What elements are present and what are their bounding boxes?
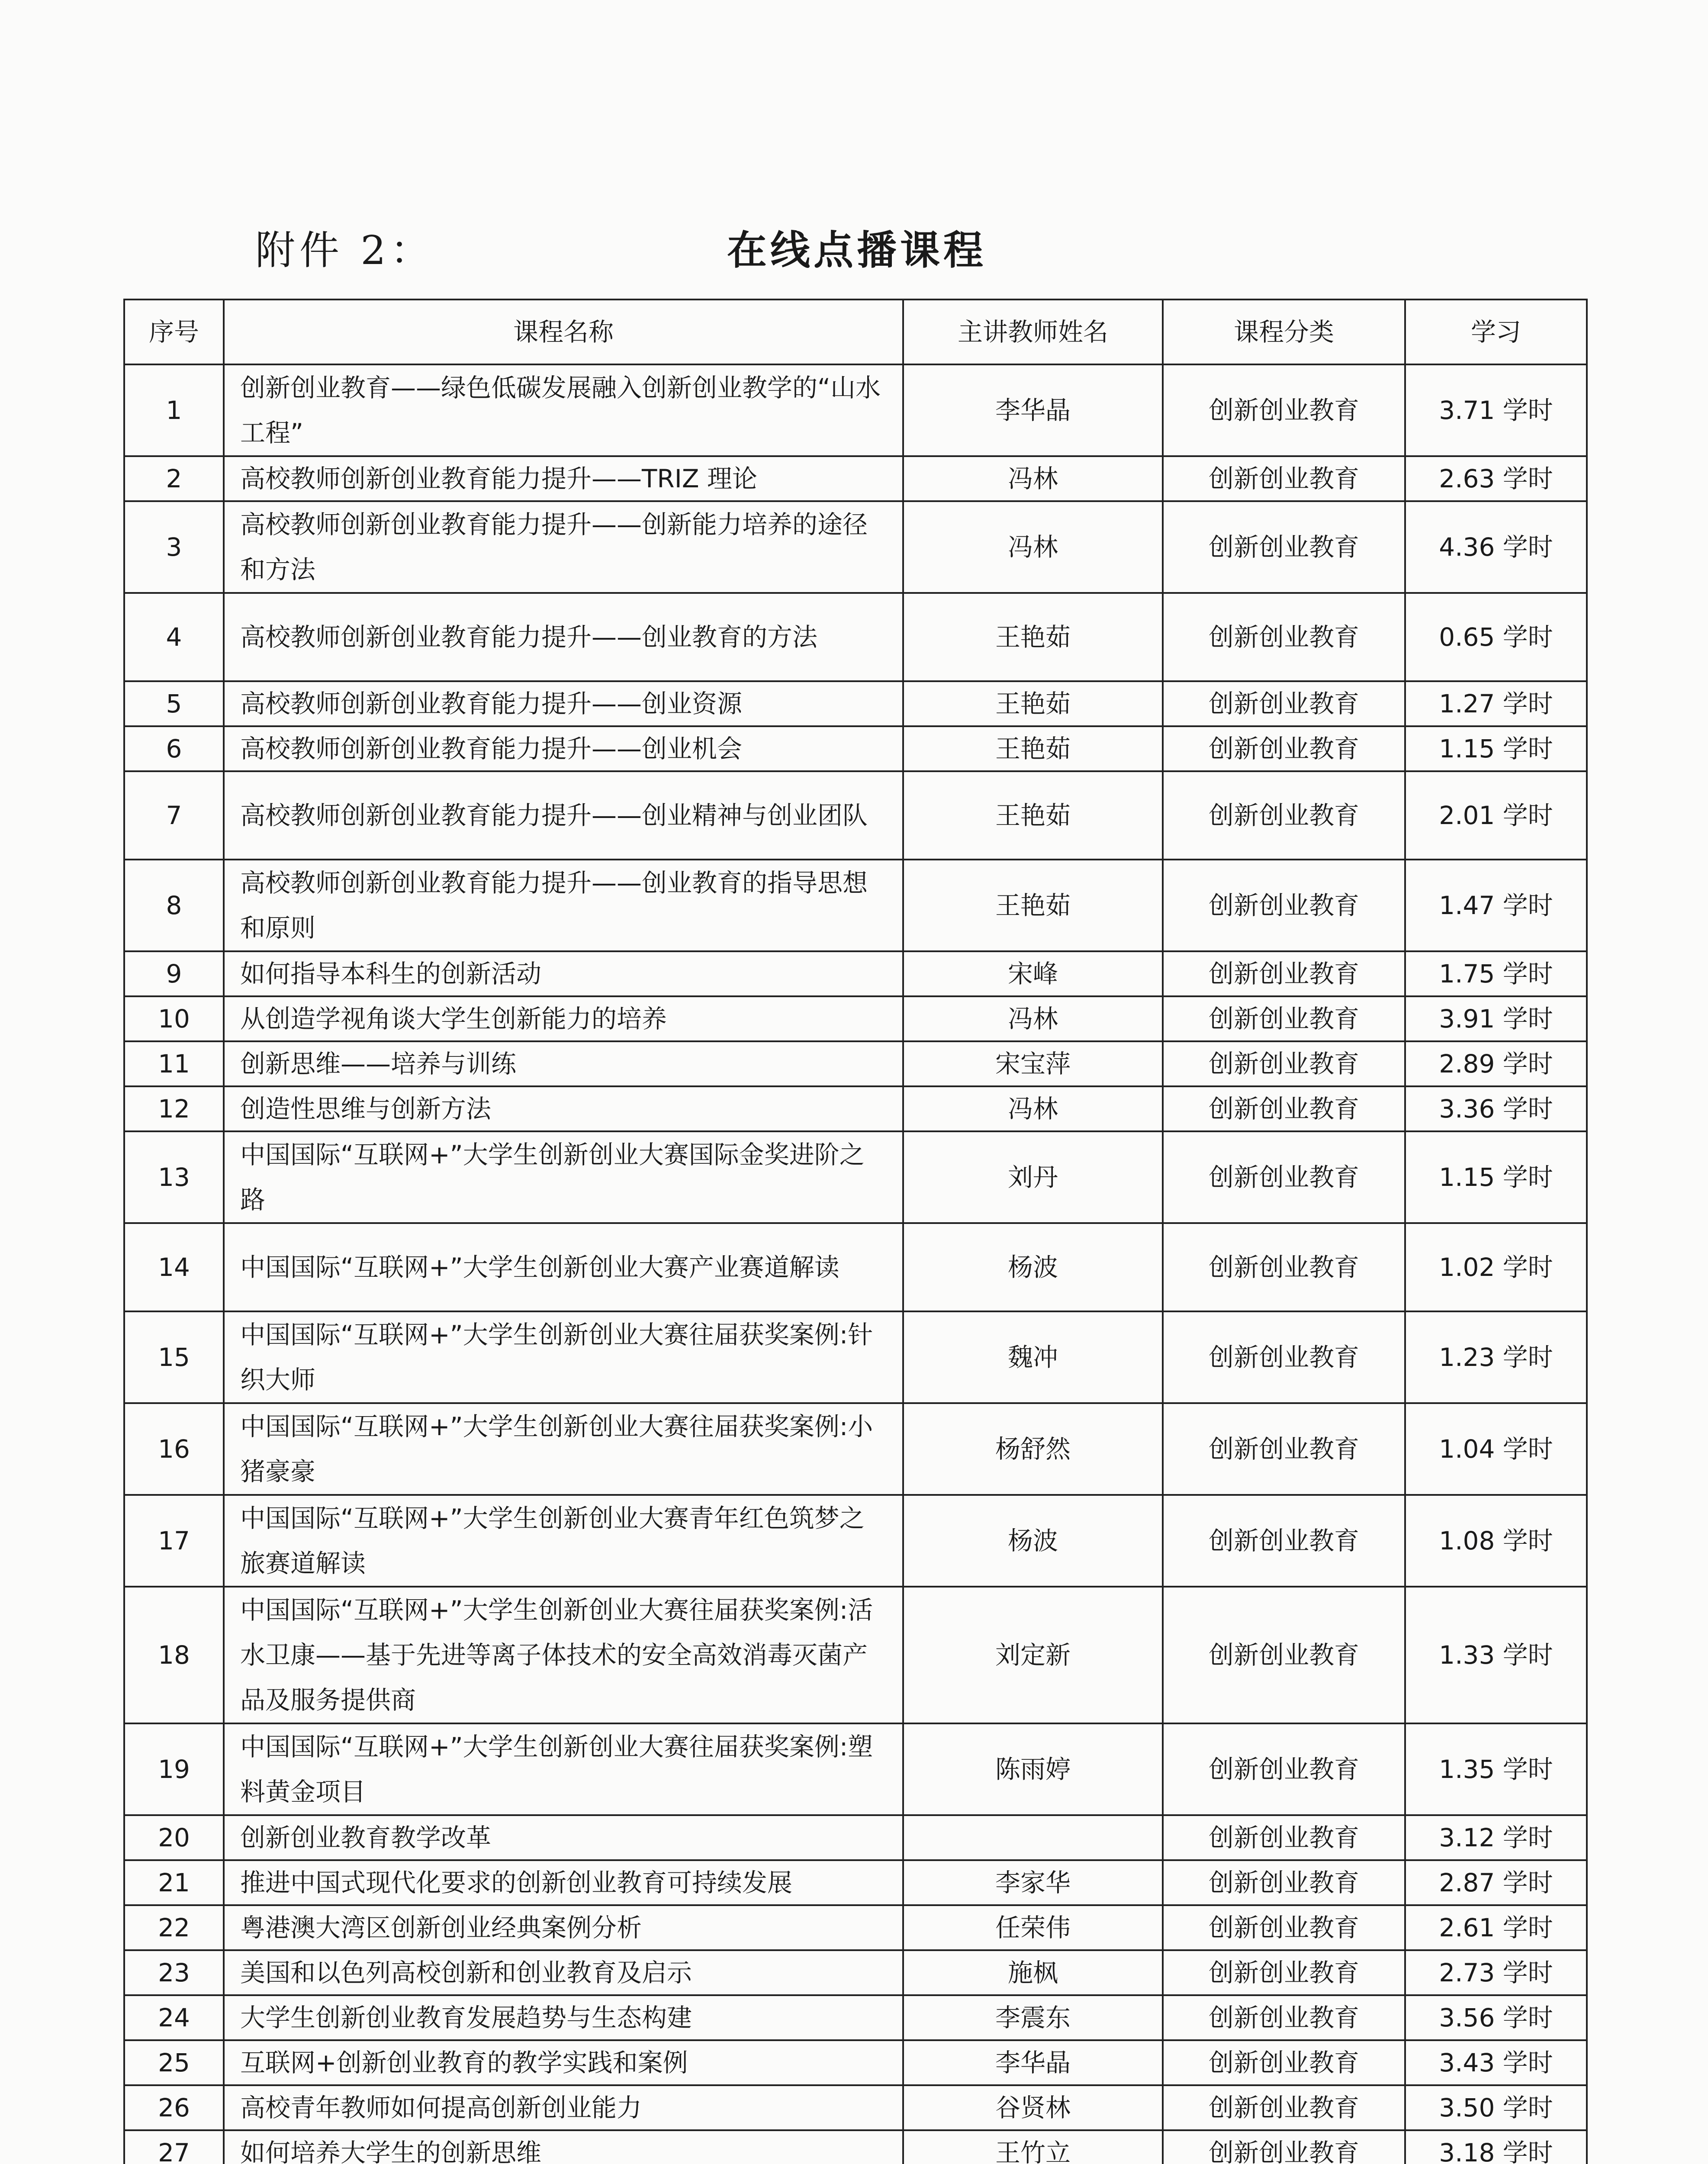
table-row (124, 860, 1587, 951)
course-category: 创新创业教育 (1163, 1041, 1405, 1086)
course-name: 大学生创新创业教育发展趋势与生态构建 (224, 1995, 903, 2040)
teacher-name: 冯林 (903, 996, 1163, 1041)
header-number: 序号 (124, 299, 224, 364)
row-number: 11 (124, 1041, 224, 1086)
course-name: 高校青年教师如何提高创新创业能力 (224, 2085, 903, 2130)
teacher-name: 李华晶 (903, 2040, 1163, 2085)
table-row (124, 726, 1587, 771)
course-category: 创新创业教育 (1163, 2085, 1405, 2130)
course-category: 创新创业教育 (1163, 1587, 1405, 1723)
table-row (124, 1815, 1587, 1860)
header-course-name: 课程名称 (224, 299, 903, 364)
course-name: 高校教师创新创业教育能力提升——TRIZ 理论 (224, 456, 903, 501)
teacher-name: 李华晶 (903, 364, 1163, 456)
study-hours: 1.27 学时 (1405, 681, 1587, 726)
course-name: 创造性思维与创新方法 (224, 1086, 903, 1131)
course-name: 高校教师创新创业教育能力提升——创业教育的指导思想和原则 (224, 860, 903, 951)
teacher-name: 李家华 (903, 1860, 1163, 1905)
teacher-name: 王艳茹 (903, 771, 1163, 860)
row-number: 3 (124, 501, 224, 593)
course-category: 创新创业教育 (1163, 1815, 1405, 1860)
study-hours: 3.18 学时 (1405, 2130, 1587, 2164)
course-name: 创新思维——培养与训练 (224, 1041, 903, 1086)
study-hours: 2.87 学时 (1405, 1860, 1587, 1905)
course-name: 美国和以色列高校创新和创业教育及启示 (224, 1950, 903, 1995)
row-number: 5 (124, 681, 224, 726)
study-hours: 0.65 学时 (1405, 593, 1587, 681)
course-name: 中国国际“互联网+”大学生创新创业大赛往届获奖案例:小猪豪豪 (224, 1403, 903, 1495)
row-number: 13 (124, 1131, 224, 1223)
course-category: 创新创业教育 (1163, 860, 1405, 951)
teacher-name: 谷贤林 (903, 2085, 1163, 2130)
teacher-name: 刘定新 (903, 1587, 1163, 1723)
row-number: 7 (124, 771, 224, 860)
table-row (124, 681, 1587, 726)
teacher-name: 魏冲 (903, 1311, 1163, 1403)
course-category: 创新创业教育 (1163, 951, 1405, 996)
course-category: 创新创业教育 (1163, 1860, 1405, 1905)
row-number: 15 (124, 1311, 224, 1403)
course-category: 创新创业教育 (1163, 1086, 1405, 1131)
teacher-name: 冯林 (903, 1086, 1163, 1131)
row-number: 1 (124, 364, 224, 456)
study-hours: 1.15 学时 (1405, 726, 1587, 771)
course-category: 创新创业教育 (1163, 996, 1405, 1041)
course-category: 创新创业教育 (1163, 1311, 1405, 1403)
course-name: 创新创业教育——绿色低碳发展融入创新创业教学的“山水工程” (224, 364, 903, 456)
row-number: 20 (124, 1815, 224, 1860)
course-category: 创新创业教育 (1163, 1950, 1405, 1995)
teacher-name: 施枫 (903, 1950, 1163, 1995)
course-name: 中国国际“互联网+”大学生创新创业大赛产业赛道解读 (224, 1223, 903, 1311)
study-hours: 2.01 学时 (1405, 771, 1587, 860)
table-row (124, 1995, 1587, 2040)
table-row (124, 1905, 1587, 1950)
course-name: 从创造学视角谈大学生创新能力的培养 (224, 996, 903, 1041)
teacher-name: 王艳茹 (903, 593, 1163, 681)
teacher-name: 任荣伟 (903, 1905, 1163, 1950)
table-row (124, 2040, 1587, 2085)
table-row (124, 2085, 1587, 2130)
course-category: 创新创业教育 (1163, 681, 1405, 726)
course-category: 创新创业教育 (1163, 1905, 1405, 1950)
row-number: 22 (124, 1905, 224, 1950)
table-row (124, 1311, 1587, 1403)
course-name: 创新创业教育教学改革 (224, 1815, 903, 1860)
study-hours: 1.75 学时 (1405, 951, 1587, 996)
study-hours: 1.35 学时 (1405, 1723, 1587, 1815)
study-hours: 3.56 学时 (1405, 1995, 1587, 2040)
row-number: 25 (124, 2040, 224, 2085)
course-name: 高校教师创新创业教育能力提升——创业精神与创业团队 (224, 771, 903, 860)
course-name: 粤港澳大湾区创新创业经典案例分析 (224, 1905, 903, 1950)
table-row (124, 1086, 1587, 1131)
course-name: 中国国际“互联网+”大学生创新创业大赛青年红色筑梦之旅赛道解读 (224, 1495, 903, 1587)
row-number: 9 (124, 951, 224, 996)
study-hours: 1.04 学时 (1405, 1403, 1587, 1495)
table-row (124, 456, 1587, 501)
row-number: 27 (124, 2130, 224, 2164)
study-hours: 3.50 学时 (1405, 2085, 1587, 2130)
table-row (124, 1223, 1587, 1311)
course-name: 中国国际“互联网+”大学生创新创业大赛往届获奖案例:活水卫康——基于先进等离子体技术的安全高效消毒灭菌产品及服务提供商 (224, 1587, 903, 1723)
study-hours: 2.61 学时 (1405, 1905, 1587, 1950)
study-hours: 3.91 学时 (1405, 996, 1587, 1041)
course-name: 高校教师创新创业教育能力提升——创业资源 (224, 681, 903, 726)
row-number: 4 (124, 593, 224, 681)
row-number: 21 (124, 1860, 224, 1905)
study-hours: 1.47 学时 (1405, 860, 1587, 951)
table-row (124, 1950, 1587, 1995)
course-category: 创新创业教育 (1163, 1403, 1405, 1495)
course-name: 中国国际“互联网+”大学生创新创业大赛国际金奖进阶之路 (224, 1131, 903, 1223)
study-hours: 3.36 学时 (1405, 1086, 1587, 1131)
course-name: 推进中国式现代化要求的创新创业教育可持续发展 (224, 1860, 903, 1905)
table-row (124, 593, 1587, 681)
table-row (124, 1495, 1587, 1587)
table-row (124, 2130, 1587, 2164)
teacher-name: 冯林 (903, 456, 1163, 501)
course-category: 创新创业教育 (1163, 2040, 1405, 2085)
table-row (124, 1403, 1587, 1495)
teacher-name (903, 1815, 1163, 1860)
row-number: 6 (124, 726, 224, 771)
row-number: 17 (124, 1495, 224, 1587)
teacher-name: 王艳茹 (903, 681, 1163, 726)
page-title: 在线点播课程 (727, 227, 987, 274)
course-category: 创新创业教育 (1163, 1723, 1405, 1815)
table-row (124, 1131, 1587, 1223)
course-category: 创新创业教育 (1163, 593, 1405, 681)
teacher-name: 刘丹 (903, 1131, 1163, 1223)
row-number: 2 (124, 456, 224, 501)
course-category: 创新创业教育 (1163, 2130, 1405, 2164)
page-heading (0, 219, 1708, 283)
table-row (124, 1587, 1587, 1723)
table-row (124, 364, 1587, 456)
course-name: 如何指导本科生的创新活动 (224, 951, 903, 996)
row-number: 10 (124, 996, 224, 1041)
study-hours: 1.33 学时 (1405, 1587, 1587, 1723)
row-number: 16 (124, 1403, 224, 1495)
row-number: 26 (124, 2085, 224, 2130)
study-hours: 1.02 学时 (1405, 1223, 1587, 1311)
study-hours: 4.36 学时 (1405, 501, 1587, 593)
course-category: 创新创业教育 (1163, 771, 1405, 860)
teacher-name: 宋宝萍 (903, 1041, 1163, 1086)
study-hours: 3.12 学时 (1405, 1815, 1587, 1860)
teacher-name: 王艳茹 (903, 726, 1163, 771)
course-name: 高校教师创新创业教育能力提升——创业机会 (224, 726, 903, 771)
course-category: 创新创业教育 (1163, 364, 1405, 456)
study-hours: 1.08 学时 (1405, 1495, 1587, 1587)
study-hours: 2.73 学时 (1405, 1950, 1587, 1995)
study-hours: 3.43 学时 (1405, 2040, 1587, 2085)
row-number: 23 (124, 1950, 224, 1995)
teacher-name: 王艳茹 (903, 860, 1163, 951)
header-category: 课程分类 (1163, 299, 1405, 364)
table-row (124, 1723, 1587, 1815)
course-name: 如何培养大学生的创新思维 (224, 2130, 903, 2164)
row-number: 8 (124, 860, 224, 951)
table-row (124, 951, 1587, 996)
course-category: 创新创业教育 (1163, 1223, 1405, 1311)
teacher-name: 宋峰 (903, 951, 1163, 996)
table-row (124, 1860, 1587, 1905)
attachment-label: 附件 2： (255, 227, 434, 274)
header-hours: 学习 (1405, 299, 1587, 364)
course-category: 创新创业教育 (1163, 1131, 1405, 1223)
table-row (124, 771, 1587, 860)
table-header-row (124, 299, 1587, 364)
table-row (124, 1041, 1587, 1086)
row-number: 14 (124, 1223, 224, 1311)
course-category: 创新创业教育 (1163, 1995, 1405, 2040)
course-name: 中国国际“互联网+”大学生创新创业大赛往届获奖案例:塑料黄金项目 (224, 1723, 903, 1815)
course-name: 互联网+创新创业教育的教学实践和案例 (224, 2040, 903, 2085)
table-row (124, 501, 1587, 593)
teacher-name: 杨波 (903, 1495, 1163, 1587)
course-name: 高校教师创新创业教育能力提升——创业教育的方法 (224, 593, 903, 681)
teacher-name: 李震东 (903, 1995, 1163, 2040)
study-hours: 2.89 学时 (1405, 1041, 1587, 1086)
teacher-name: 冯林 (903, 501, 1163, 593)
teacher-name: 杨舒然 (903, 1403, 1163, 1495)
header-teacher: 主讲教师姓名 (903, 299, 1163, 364)
study-hours: 2.63 学时 (1405, 456, 1587, 501)
row-number: 24 (124, 1995, 224, 2040)
teacher-name: 陈雨婷 (903, 1723, 1163, 1815)
study-hours: 1.23 学时 (1405, 1311, 1587, 1403)
course-category: 创新创业教育 (1163, 1495, 1405, 1587)
course-name: 中国国际“互联网+”大学生创新创业大赛往届获奖案例:针织大师 (224, 1311, 903, 1403)
table-row (124, 996, 1587, 1041)
course-name: 高校教师创新创业教育能力提升——创新能力培养的途径和方法 (224, 501, 903, 593)
row-number: 19 (124, 1723, 224, 1815)
course-category: 创新创业教育 (1163, 456, 1405, 501)
course-category: 创新创业教育 (1163, 726, 1405, 771)
teacher-name: 杨波 (903, 1223, 1163, 1311)
teacher-name: 王竹立 (903, 2130, 1163, 2164)
course-category: 创新创业教育 (1163, 501, 1405, 593)
row-number: 18 (124, 1587, 224, 1723)
row-number: 12 (124, 1086, 224, 1131)
study-hours: 1.15 学时 (1405, 1131, 1587, 1223)
study-hours: 3.71 学时 (1405, 364, 1587, 456)
course-table (123, 299, 1588, 2164)
